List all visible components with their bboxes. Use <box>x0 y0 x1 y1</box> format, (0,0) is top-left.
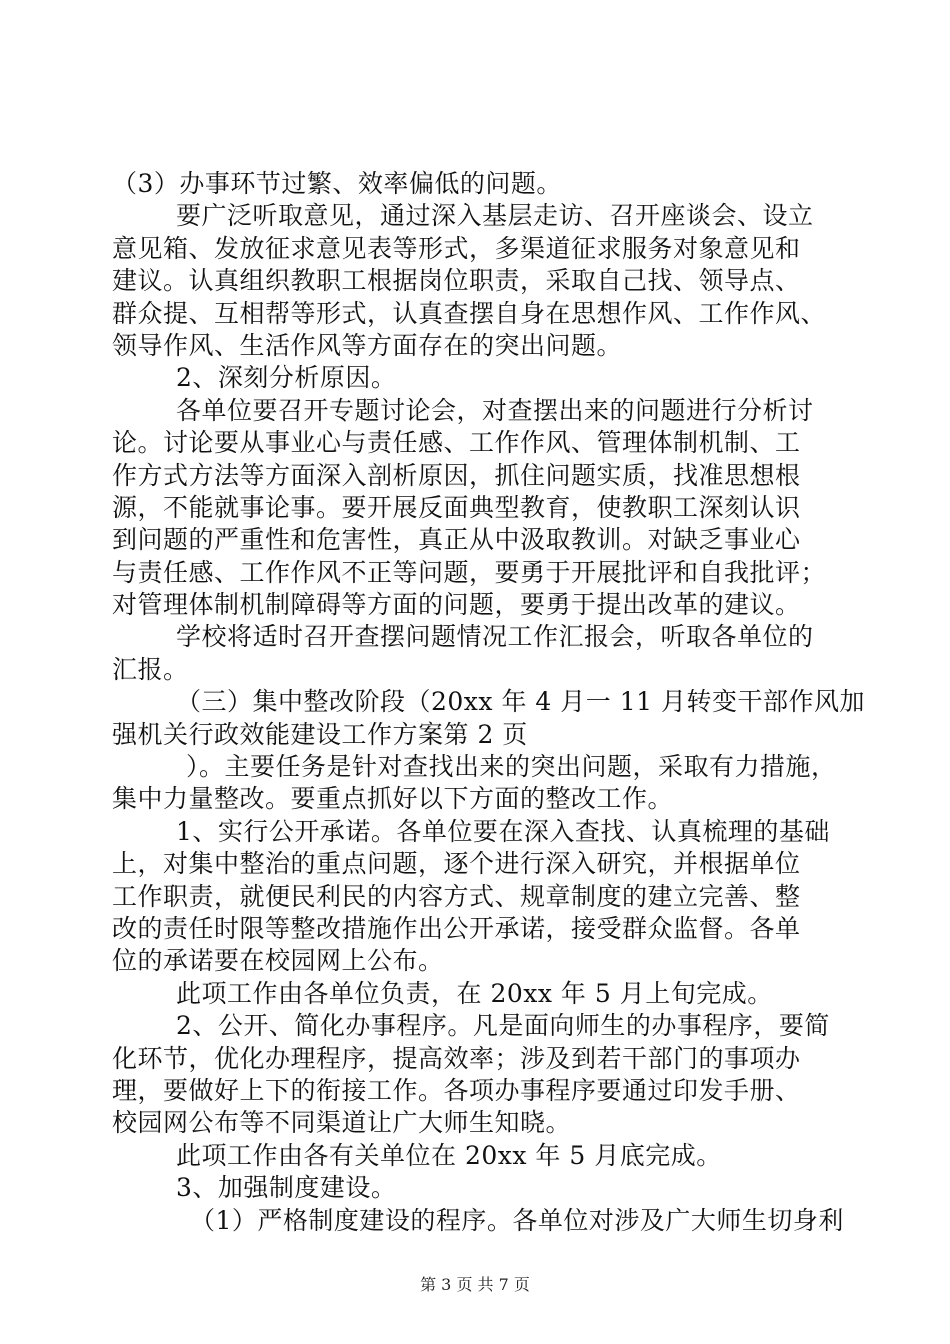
page-number: 第 3 页 共 7 页 <box>420 1275 530 1294</box>
text-line: 理，要做好上下的衔接工作。各项办事程序要通过印发手册、 <box>112 1075 801 1105</box>
text-line: 校园网公布等不同渠道让广大师生知晓。 <box>112 1108 572 1138</box>
text-line: 集中力量整改。要重点抓好以下方面的整改工作。 <box>112 784 674 814</box>
text-line: 到问题的严重性和危害性，真正从中汲取教训。对缺乏事业心 <box>112 525 801 555</box>
page-footer <box>0 1275 950 1295</box>
text-line: 强机关行政效能建设工作方案第 2 页 <box>112 719 528 749</box>
text-line: 各单位要召开专题讨论会，对查摆出来的问题进行分析讨 <box>176 395 814 425</box>
text-line: 群众提、互相帮等形式，认真查摆自身在思想作风、工作作风、 <box>112 298 827 328</box>
text-line: 2、公开、简化办事程序。凡是面向师生的办事程序，要简 <box>176 1011 830 1041</box>
document-body <box>112 168 865 1237</box>
text-line: 此项工作由各有关单位在 20xx 年 5 月底完成。 <box>176 1140 722 1170</box>
text-line: 汇报。 <box>112 654 189 684</box>
text-line: 论。讨论要从事业心与责任感、工作作风、管理体制机制、工 <box>112 428 801 458</box>
text-line: 位的承诺要在校园网上公布。 <box>112 946 444 976</box>
text-line: 作方式方法等方面深入剖析原因，抓住问题实质，找准思想根 <box>112 460 801 490</box>
text-line: 改的责任时限等整改措施作出公开承诺，接受群众监督。各单 <box>112 913 801 943</box>
text-line: 意见箱、发放征求意见表等形式，多渠道征求服务对象意见和 <box>112 233 801 263</box>
text-line: 对管理体制机制障碍等方面的问题，要勇于提出改革的建议。 <box>112 590 801 620</box>
text-line: 此项工作由各单位负责，在 20xx 年 5 月上旬完成。 <box>176 978 773 1008</box>
text-line: 上，对集中整治的重点问题，逐个进行深入研究，并根据单位 <box>112 849 801 879</box>
text-line: 工作职责，就便民利民的内容方式、规章制度的建立完善、整 <box>112 881 801 911</box>
text-line: 源，不能就事论事。要开展反面典型教育，使教职工深刻认识 <box>112 492 801 522</box>
text-line: 2、深刻分析原因。 <box>176 363 397 393</box>
section-heading: （三）集中整改阶段（20xx 年 4 月一 11 月转变干部作风加 <box>176 687 865 717</box>
text-line: 领导作风、生活作风等方面存在的突出问题。 <box>112 330 623 360</box>
text-line: 化环节，优化办理程序，提高效率；涉及到若干部门的事项办 <box>112 1043 801 1073</box>
text-line: 1、实行公开承诺。各单位要在深入查找、认真梳理的基础 <box>176 816 830 846</box>
text-line: 学校将适时召开查摆问题情况工作汇报会，听取各单位的 <box>176 622 814 652</box>
text-line: 建议。认真组织教职工根据岗位职责，采取自己找、领导点、 <box>112 266 801 296</box>
text-line: 要广泛听取意见，通过深入基层走访、召开座谈会、设立 <box>176 201 814 231</box>
text-line: 3、加强制度建设。 <box>176 1173 397 1203</box>
text-line: ）。主要任务是针对查找出来的突出问题，采取有力措施， <box>186 752 837 782</box>
text-line: （1）严格制度建设的程序。各单位对涉及广大师生切身利 <box>190 1205 844 1235</box>
text-line: 与责任感、工作作风不正等问题，要勇于开展批评和自我批评； <box>112 557 827 587</box>
text-line: （3）办事环节过繁、效率偏低的问题。 <box>112 169 562 198</box>
